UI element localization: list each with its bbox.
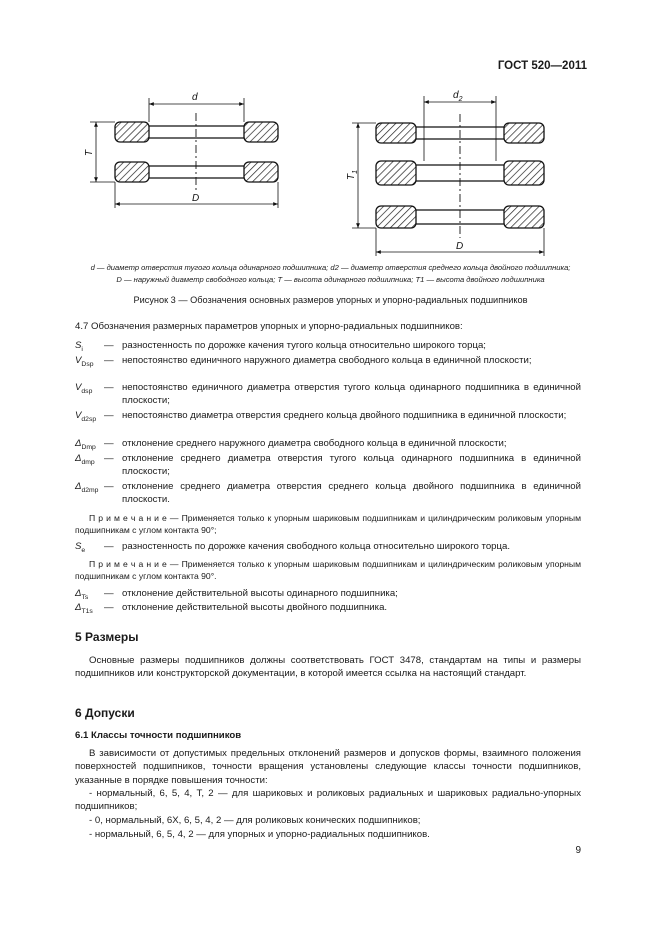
definition-delta-dmp-outer: $\Delta_{Dmp}$ — отклонение среднего наружного диаметра свободного кольца в единичной плоскости;: [75, 438, 507, 451]
list-item: - 0, нормальный, 6Х, 6, 5, 4, 2 — для роликовых конических подшипников;: [89, 815, 421, 826]
label-d2: $d_2$: [453, 90, 463, 103]
section-6-title: 6 Допуски: [75, 706, 135, 720]
bearing-drawing: [80, 78, 580, 263]
section-5-text: Основные размеры подшипников должны соответствовать ГОСТ 3478, стандартам на типы и размеры подшипников или конструкторской документации, в которой имеется ссылка на настоящий стандарт.: [75, 655, 581, 680]
definition-vdsp-bore: $V_{dsp}$ — непостоянство единичного диаметра отверстия тугого кольца одинарного подшипника в единичной плоскости;: [75, 382, 581, 407]
note-1: П р и м е ч а н и е — Применяется только к упорным шариковым подшипникам и цилиндрическим роликовым упорным подшипникам с углом контакта 90°;: [75, 513, 581, 535]
double-bearing: [352, 96, 544, 256]
section-6-1-text: В зависимости от допустимых предельных отклонений размеров и допусков формы, взаимного положения поверхностей подшипников, точности вращения установлены следующие классы точности подшипников, указанные в порядке повышения точности:: [75, 748, 581, 786]
figure-bearing-dimensions: [80, 78, 580, 263]
note-2: П р и м е ч а н и е — Применяется только к упорным шариковым подшипникам и цилиндрическим роликовым упорным подшипникам с углом контакта 90°.: [75, 559, 581, 581]
section-5-title: 5 Размеры: [75, 630, 139, 644]
definition-vdsp: $V_{Dsp}$ — непостоянство единичного наружного диаметра свободного кольца в единичной плоскости;: [75, 355, 532, 368]
list-item: - нормальный, 6, 5, 4, Т, 2 — для шариковых и роликовых радиальных и шариковых радиально-упорных подшипников;: [75, 788, 581, 813]
label-D-left: D: [192, 193, 200, 204]
label-D-right: D: [456, 241, 464, 252]
definition-delta-ts: $\Delta_{Ts}$ — отклонение действительной высоты одинарного подшипника;: [75, 588, 398, 601]
section-6-1-title: 6.1 Классы точности подшипников: [75, 730, 242, 741]
section-4-7-intro: 4.7 Обозначения размерных параметров упорных и упорно-радиальных подшипников:: [75, 321, 463, 332]
single-bearing: [90, 98, 278, 208]
definition-se: $S_e$ — разностенность по дорожке качения свободного кольца относительно широкого торца.: [75, 541, 511, 554]
definition-vd2sp: $V_{d2sp}$ — непостоянство диаметра отверстия среднего кольца двойного подшипника в единичной плоскости;: [75, 410, 567, 423]
definition-si: $S_i$ — разностенность по дорожке качения тугого кольца относительно широкого торца;: [75, 340, 486, 353]
definition-delta-dmp: $\Delta_{dmp}$ — отклонение среднего диаметра отверстия тугого кольца одинарного подшипника в единичной плоскости;: [75, 453, 581, 478]
list-item: - нормальный, 6, 5, 4, 2 — для упорных и упорно-радиальных подшипников.: [89, 829, 430, 840]
label-d: d: [192, 92, 198, 103]
figure-title: Рисунок 3 — Обозначения основных размеров упорных и упорно-радиальных подшипников: [133, 295, 528, 305]
definition-delta-d2mp: $\Delta_{d2mp}$ — отклонение среднего диаметра отверстия среднего кольца двойного подшипника в единичной плоскости.: [75, 481, 581, 506]
figure-caption-line-2: D — наружный диаметр свободного кольца; T — высота одинарного подшипника; T1 — высота двойного подшипника: [116, 275, 545, 284]
page-number: 9: [575, 845, 581, 856]
document-header: ГОСТ 520—2011: [497, 60, 587, 72]
figure-caption-line-1: d — диаметр отверстия тугого кольца одинарного подшипника; d2 — диаметр отверстия среднего кольца двойного подшипника;: [90, 263, 571, 272]
label-T1: $T_1$: [346, 169, 359, 180]
definition-delta-t1s: $\Delta_{T1s}$ — отклонение действительной высоты двойного подшипника.: [75, 602, 388, 615]
label-T: T: [84, 149, 95, 156]
